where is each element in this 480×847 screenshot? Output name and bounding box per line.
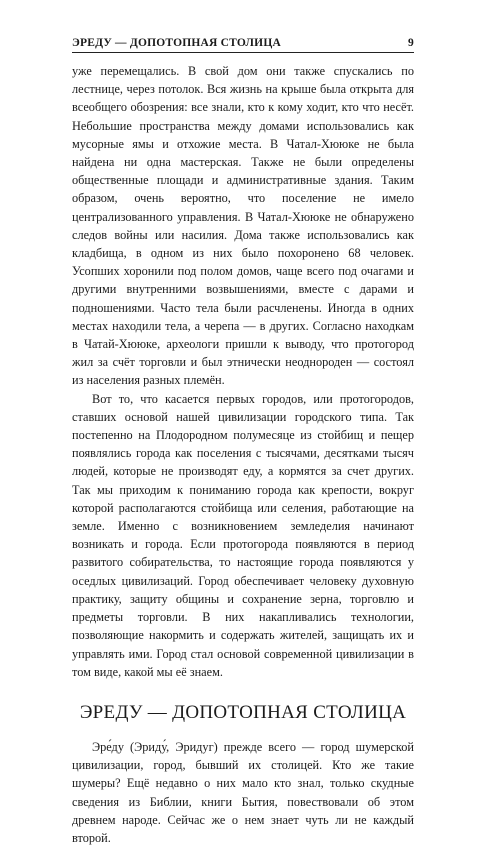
paragraph-continuation: уже перемещались. В свой дом они также спускались по лестнице, через потолок. Вся жизнь на крыше была открыта для всеобщего обозрения: все знали, кто к кому ходит, кто что несёт. Небольшие пространства между домами использовались как мусорные ямы и отхожие места. В Чатал-Хююке не была найдена ни одна мастерская. Также не были определены общественные площади и административные здания. Таким образом, очень вероятно, что поселение не имело централизованного управления. В Чатал-Хююке не обнаружено следов войны или насилия. Дома также использовались как кладбища, в одном из них было похоронено 68 человек. Усопших хоронили под полом домов, чаще всего под очагами и другими внутренними возвышениями, вместе с дарами и подношениями. Часто тела были расчленены. Иногда в одних местах находили тела, а черепа — в других. Согласно находкам в Чатай-Хююке, археологи пришли к выводу, что протогород жил за счёт торговли и был этнически неоднороден — состоял из населения разных племён. <box>72 64 414 388</box>
body-text <box>72 62 414 847</box>
paragraph: Вот то, что касается первых городов, или протогородов, ставших основой нашей цивилизации городского типа. Так постепенно на Плодородном полумесяце из стойбищ и пещер появлялись города как поселения с тысячами, десятками тысяч людей, которые не производят еду, а кормятся за счет других. Так мы приходим к пониманию города как крепости, вокруг которой располагаются стойбища или селения, работающие на земле. Именно с возникновением земледелия начинают возникать и города. Если протогорода появляются в период развитого собирательства, то настоящие города появляются у оседлых цивилизаций. Город обеспечивает человеку духовную практику, защиту общины и сохранение зерна, торговлю и предметы торговли. В них накапливались технологии, позволяющие накормить и содержать жителей, защищать их и управлять ими. Город стал основой современной цивилизации в том виде, какой мы её знаем. <box>72 391 414 679</box>
running-head <box>72 37 414 49</box>
section-paragraph: Эре́ду (Эриду́, Эридуг) прежде всего — город шумерской цивилизации, город, бывший их столицей. Кто же такие шумеры? Ещё недавно о них мало кто знал, только скудные сведения из Библии, книги Бытия, повествовали об этом древнем народе. Сейчас же о нем знает чуть ли не каждый второй. <box>72 739 414 845</box>
header-rule <box>72 52 414 53</box>
running-title: ЭРЕДУ — ДОПОТОПНАЯ СТОЛИЦА <box>72 37 281 49</box>
page-number: 9 <box>408 37 414 49</box>
section-heading: ЭРЕДУ — ДОПОТОПНАЯ СТОЛИЦА <box>79 701 407 723</box>
